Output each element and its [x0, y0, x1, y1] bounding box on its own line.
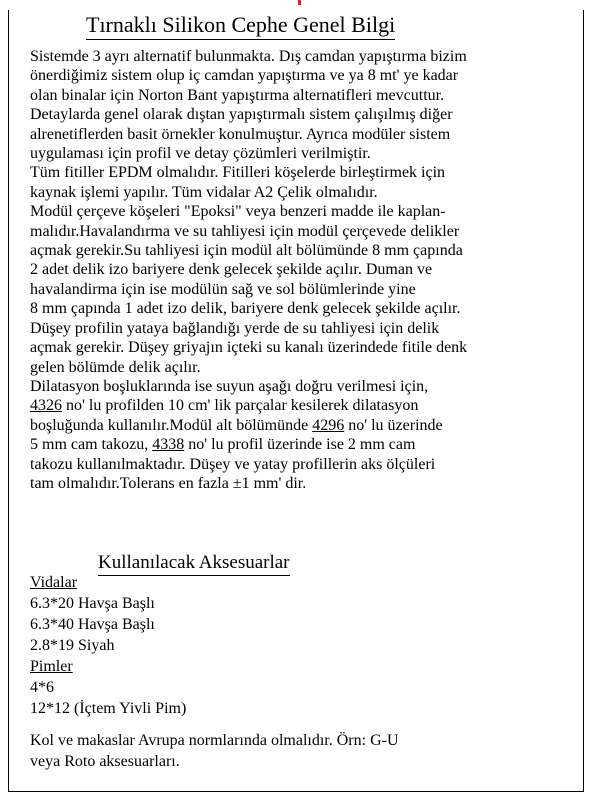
body-line: 8 mm çapında 1 adet izo delik, bariyere denk gelecek şekilde açılır.	[30, 300, 461, 318]
body-line: Modül çerçeve köşeleri "Epoksi" veya benzeri madde ile kaplan-	[30, 203, 446, 221]
body-line: gelen bölümde delik açılır.	[30, 358, 201, 376]
body-line: kaynak işlemi yapılır. Tüm vidalar A2 Çelik olmalıdır.	[30, 183, 378, 201]
body-line: önerdiğimiz sistem olup iç camdan yapıştırma ve ya 8 mt' ye kadar	[30, 67, 459, 85]
body-line: uygulaması için profil ve detay çözümleri verilmiştir.	[30, 145, 371, 163]
profile-ref-4338: 4338	[152, 436, 185, 454]
body-line: Detaylarda genel olarak dıştan yapıştırmalı sistem çalışılmış diğer	[30, 106, 453, 124]
body-line: 2 adet delik izo bariyere denk gelecek şekilde açılır. Duman ve	[30, 261, 433, 279]
pins-heading: Pimler	[30, 658, 73, 675]
footer-line: veya Roto aksesuarları.	[30, 753, 180, 770]
footer-line: Kol ve makaslar Avrupa normlarında olmalıdır. Örn: G-U	[30, 732, 399, 749]
dilatation-line-5: tam olmalıdır.Tolerans en fazla ±1 mm' dir.	[30, 474, 307, 492]
accessories-list	[30, 572, 186, 719]
profile-ref-4296: 4296	[312, 416, 345, 434]
body-paragraphs	[30, 47, 550, 493]
body-line: malıdır.Havalandırma ve su tahliyesi için modül çerçevede delikler	[30, 222, 460, 240]
dilatation-line-1: 4326 no' lu profilden 10 cm' lik parçalar kesilerek dilatasyon	[30, 397, 419, 415]
dilatation-line-3: 5 mm cam takozu, 4338 no' lu profil üzerinde ise 2 mm cam	[30, 436, 416, 454]
list-item: 12*12 (İçtem Yivli Pim)	[30, 700, 187, 717]
body-line: Düşey profilin yataya bağlandığı yerde de su tahliyesi için delik	[30, 319, 440, 337]
accessories-title: Kullanılacak Aksesuarlar	[98, 552, 290, 576]
body-line: Tüm fitiller EPDM olmalıdır. Fitilleri köşelerde birleştirmek için	[30, 164, 446, 182]
body-line: alrenetiflerden basit örnekler konulmuştur. Ayrıca modüler sistem	[30, 125, 451, 143]
body-line: olan binalar için Norton Bant yapıştırma alternatifleri mevcuttur.	[30, 86, 445, 104]
dilatation-line-4: takozu kullanılmaktadır. Düşey ve yatay profillerin aks ölçüleri	[30, 455, 436, 473]
top-red-mark	[298, 0, 301, 5]
list-item: 4*6	[30, 679, 54, 696]
footer-note	[30, 730, 399, 772]
page-title: Tırnaklı Silikon Cephe Genel Bilgi	[86, 12, 395, 40]
list-item: 6.3*40 Havşa Başlı	[30, 616, 155, 633]
body-line: havalandirma için ise modülün sağ ve sol bölümlerinde yine	[30, 280, 416, 298]
profile-ref-4326: 4326	[30, 397, 62, 415]
screws-heading: Vidalar	[30, 574, 78, 591]
body-line: açmak gerekir. Düşey griyajın içteki su kanalı üzerindede fitile denk	[30, 339, 468, 357]
body-line: Dilatasyon boşluklarında ise suyun aşağı doğru verilmesi için,	[30, 377, 429, 395]
body-line: açmak gerekir.Su tahliyesi için modül alt bölümünde 8 mm çapında	[30, 242, 463, 260]
list-item: 2.8*19 Siyah	[30, 637, 115, 654]
body-line: Sistemde 3 ayrı alternatif bulunmakta. Dış camdan yapıştırma bizim	[30, 48, 467, 65]
dilatation-line-2: boşluğunda kullanılır.Modül alt bölümünde 4296 no' lu üzerinde	[30, 416, 443, 434]
list-item: 6.3*20 Havşa Başlı	[30, 595, 155, 612]
